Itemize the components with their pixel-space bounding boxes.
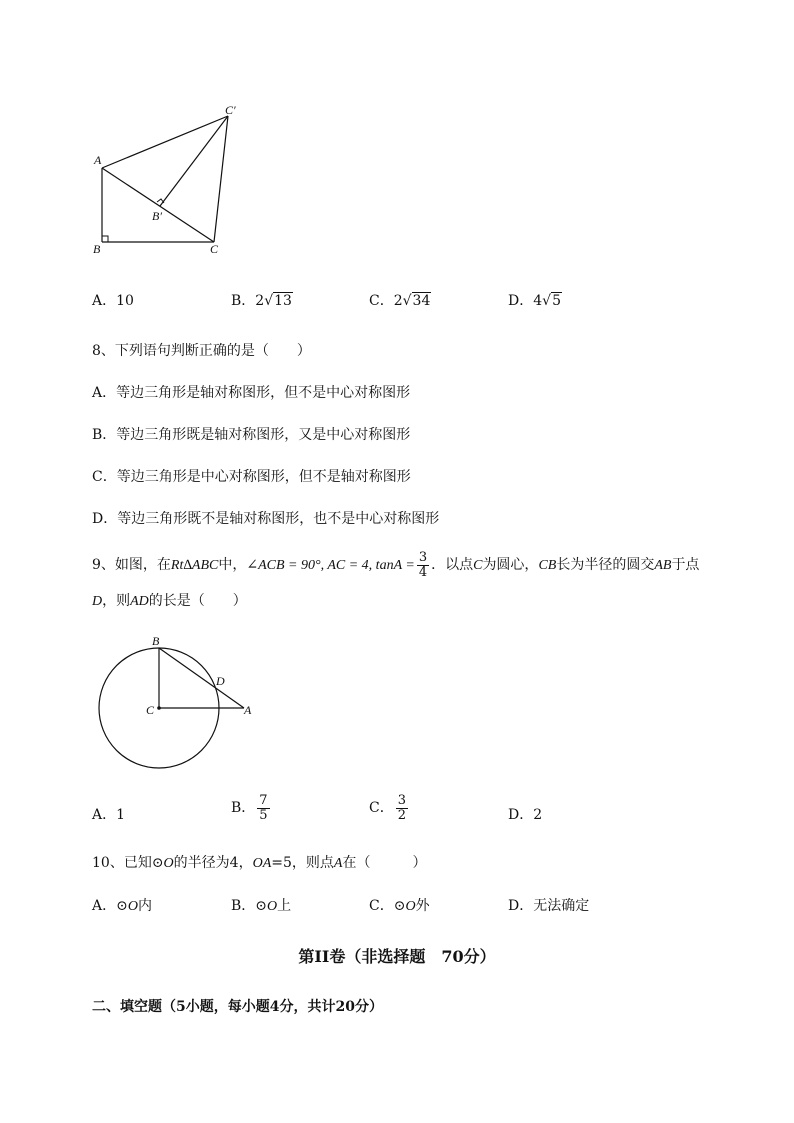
q8-option-c[interactable]: C．等边三角形是中心对称图形，但不是轴对称图形	[92, 469, 411, 485]
q9-stem-line1: 9、如图，在Rt∆ABC中，∠ACB = 90°, AC = 4, tanA = $\frac{3}{4}$ ．以点C为圆心，CB长为半径的圆交AB于点	[92, 549, 700, 580]
q8-option-d[interactable]: D．等边三角形既不是轴对称图形，也不是中心对称图形	[92, 511, 440, 527]
q10-option-a[interactable]: A．⊙O内	[92, 898, 152, 914]
q8-option-a[interactable]: A．等边三角形是轴对称图形，但不是中心对称图形	[92, 385, 411, 401]
label-B-prime: B′	[152, 209, 162, 223]
q10-options	[92, 895, 732, 919]
q9-stem-line2: D，则AD的长是（ ）	[92, 593, 247, 609]
q10-stem: 10、已知⊙O的半径为4，OA=5，则点A在（ ）	[92, 855, 427, 871]
q7-option-a[interactable]: A．10	[92, 293, 134, 309]
q7-option-b[interactable]: B．2√13	[231, 293, 292, 309]
q10-option-d[interactable]: D．无法确定	[508, 898, 590, 914]
label-C: C	[210, 242, 219, 256]
q9-option-b[interactable]: B． $\frac{7}{5}$	[231, 793, 268, 823]
section2-title: 二、填空题（5小题，每小题4分，共计20分）	[92, 999, 383, 1015]
label-C-prime: C′	[225, 103, 236, 117]
figure-circle-triangle	[90, 630, 270, 780]
part2-title: 第II卷（非选择题 70分）	[298, 947, 496, 966]
q9-option-d[interactable]: D．2	[508, 807, 543, 823]
label-D: D	[216, 674, 225, 688]
label-C: C	[146, 703, 155, 717]
q7-options	[92, 290, 732, 314]
q10-option-b[interactable]: B．⊙O上	[231, 898, 292, 914]
q8-option-b[interactable]: B．等边三角形既是轴对称图形，又是中心对称图形	[92, 427, 411, 443]
q9-option-a[interactable]: A．1	[92, 807, 126, 823]
label-A: A	[94, 153, 102, 167]
figure-quadrilateral	[88, 100, 248, 260]
q9-options	[92, 794, 732, 830]
q7-option-d[interactable]: D．4√5	[508, 293, 561, 309]
q7-option-c[interactable]: C．2√34	[369, 293, 431, 309]
label-B: B	[152, 634, 160, 648]
label-A: A	[244, 703, 252, 717]
q10-option-c[interactable]: C．⊙O外	[369, 898, 430, 914]
q8-stem: 8、下列语句判断正确的是（ ）	[92, 343, 311, 359]
q9-option-c[interactable]: C． $\frac{3}{2}$	[369, 793, 406, 823]
label-B: B	[93, 242, 101, 256]
